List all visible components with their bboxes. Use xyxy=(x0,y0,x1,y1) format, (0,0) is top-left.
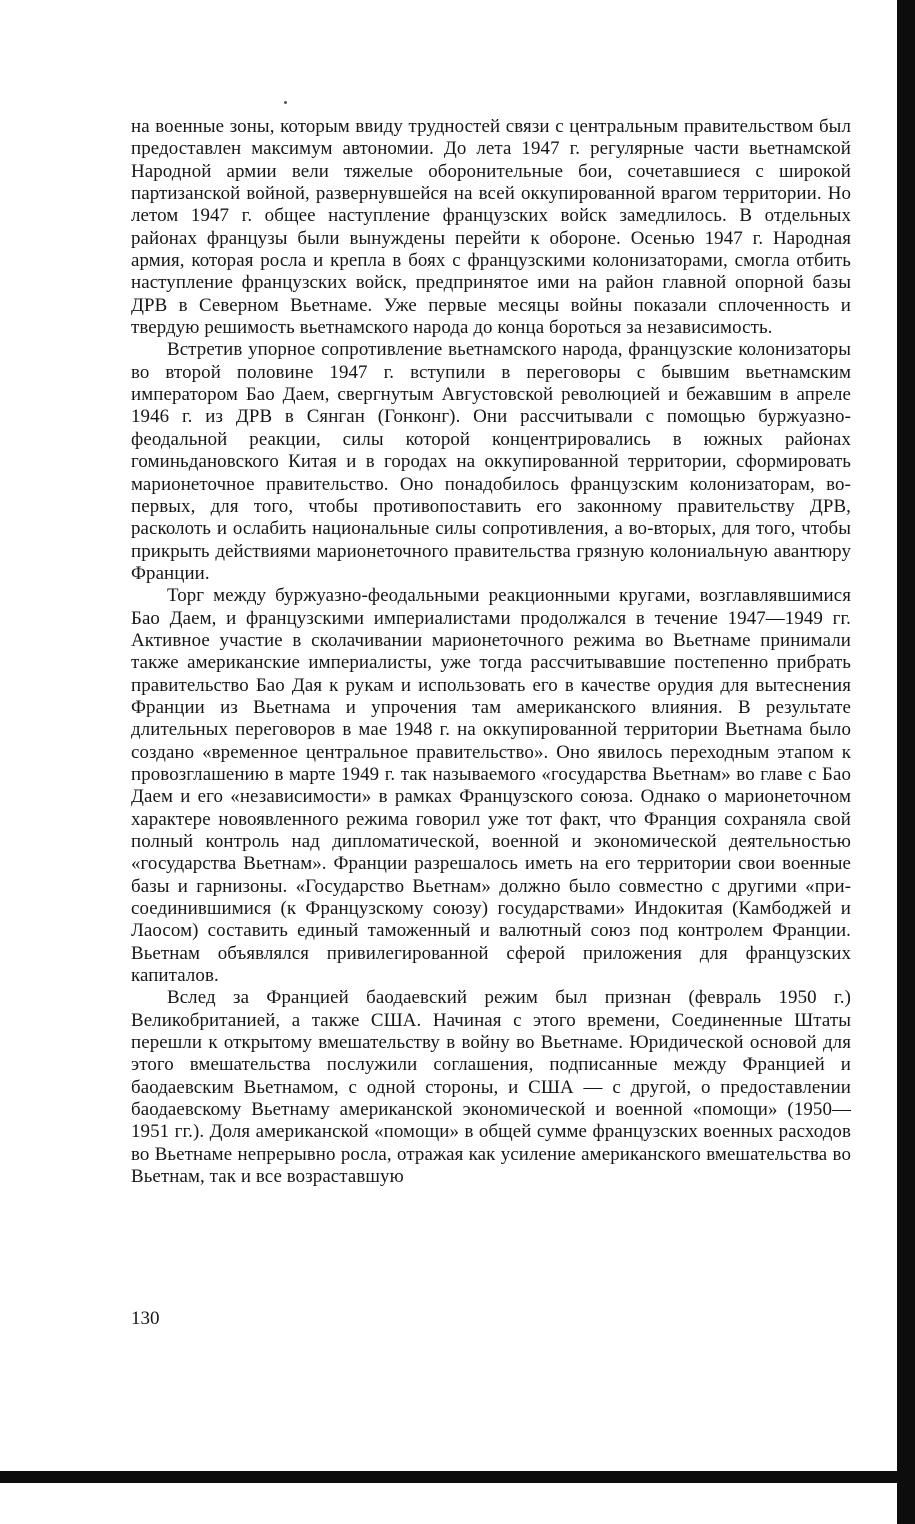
page-number: 130 xyxy=(131,1308,160,1329)
scan-edge-bottom xyxy=(0,1471,915,1483)
paragraph-3: Торг между буржуазно-феодальными реакционными кругами, возглавлявшимися Бао Даем, и французскими империалистами продолжался в течение 1947—1949 гг. Активное участие в сколачивании марионеточного режима во Вьетнаме принимали также американские империалисты, уже тогда рассчитывавшие постепенно прибрать правительство Бао Дая к рукам и использовать его в качестве орудия для вытеснения Франции из Вьетнама и упрочения там американского влияния. В результате длительных переговоров в мае 1948 г. на оккупированной территории Вьетнама было создано «временное центральное правительство». Оно явилось переходным этапом к провозглашению в марте 1949 г. так называемого «государства Вьетнам» во главе с Бао Даем и его «независимости» в рамках Французского союза. Однако о марионеточном характере новоявленного режима говорил уже тот факт, что Франция сохраняла свой полный контроль над дипломатической, военной и экономической деятельностью «государства Вьетнам». Франции разрешалось иметь на его территории свои военные базы и гарнизоны. «Государство Вьетнам» должно было совместно с другими «присоединившимися (к Французскому союзу) государствами» Индокитая (Камбоджей и Лаосом) составить единый таможенный и валютный союз под контролем Франции. Вьетнам объявлялся привилегированной сферой приложения для французских капиталов. xyxy=(131,585,851,987)
scan-speck xyxy=(284,101,287,104)
paragraph-1: на военные зоны, которым ввиду трудностей связи с центральным правительством был предоставлен максимум автономии. До лета 1947 г. регулярные части вьетнамской Народной армии вели тяжелые оборонительные бои, сочетавшиеся с широкой партизанской войной, развернувшейся на всей оккупированной врагом территории. Но летом 1947 г. общее наступление французских войск замедлилось. В отдельных районах французы были вынуждены перейти к обороне. Осенью 1947 г. Народная армия, которая росла и крепла в боях с французскими колонизаторами, смогла отбить наступление французских войск, предпринятое ими на район главной опорной базы ДРВ в Северном Вьетнаме. Уже первые месяцы войны показали сплоченность и твердую решимость вьетнамского народа до конца бороться за независимость. xyxy=(131,116,851,339)
paragraph-2: Встретив упорное сопротивление вьетнамского народа, французские колонизаторы во второй половине 1947 г. вступили в переговоры с бывшим вьетнамским императором Бао Даем, свергнутым Августовской революцией и бежавшим в апреле 1946 г. из ДРВ в Сянган (Гонконг). Они рассчитывали с помощью буржуазно-феодальной реакции, силы которой концентрировались в южных районах гоминьдановского Китая и в городах на оккупированной территории, сформировать марионеточное правительство. Оно понадобилось французским колонизаторам, во-первых, для того, чтобы противопоставить его законному правительству ДРВ, расколоть и ослабить национальные силы сопротивления, а во-вторых, для того, чтобы прикрыть действиями марионеточного правительства грязную колониальную авантюру Франции. xyxy=(131,339,851,584)
paragraph-4: Вслед за Францией баодаевский режим был признан (февраль 1950 г.) Великобританией, а также США. Начиная с этого времени, Соединенные Штаты перешли к открытому вмешательству в войну во Вьетнаме. Юридической основой для этого вмешательства послужили соглашения, подписанные между Францией и баодаевским Вьетнамом, с одной стороны, и США — с другой, о предоставлении баодаевскому Вьетнаму американской экономической и военной «помощи» (1950—1951 гг.). Доля американской «помощи» в общей сумме французских военных расходов во Вьетнаме непрерывно росла, отражая как усиление американского вмешательства во Вьетнам, так и все возраставшую xyxy=(131,987,851,1188)
scan-edge-right xyxy=(897,0,915,1524)
body-text xyxy=(131,116,851,1189)
